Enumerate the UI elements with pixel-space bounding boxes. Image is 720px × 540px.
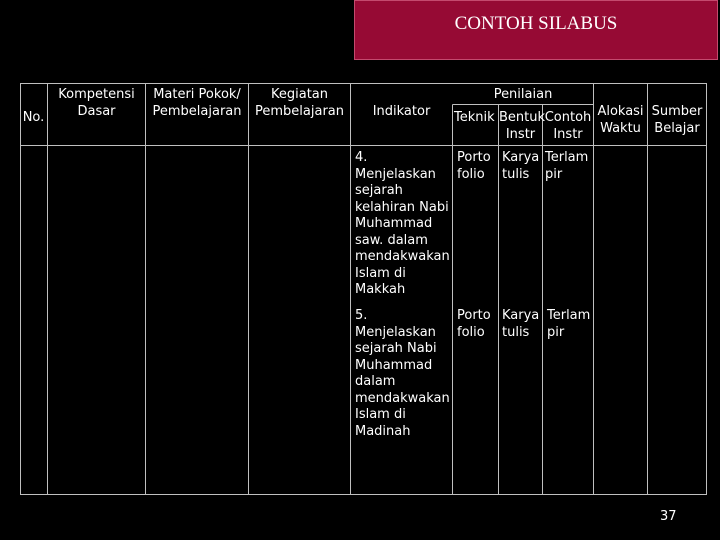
header-teknik: Teknik [454,110,495,125]
header-alokasi-waktu: Alokasi Waktu [597,104,644,136]
header-materi-pokok: Materi Pokok/ Pembelajaran [152,87,242,119]
slide-title: CONTOH SILABUS [454,13,618,34]
indikator-row-2: 5. Menjelaskan sejarah Nabi Muhammad dalam mendakwakan Islam di Madinah [355,308,450,439]
header-bentuk-instr: Bentuk Instr [499,110,546,142]
header-penilaian: Penilaian [493,87,553,102]
bentuk-row-1: Karya tulis [502,150,540,182]
header-sumber-belajar: Sumber Belajar [651,104,703,136]
header-indikator: Indikator [372,104,431,119]
teknik-row-2: Porto folio [457,308,491,340]
header-kegiatan: Kegiatan Pembelajaran [255,87,344,119]
header-kompetensi-dasar: Kompetensi Dasar [58,87,135,119]
header-contoh-instr: Contoh Instr [544,110,592,142]
header-no: No. [22,110,45,125]
page-number: 37 [660,509,677,524]
contoh-row-2: Terlam pir [547,308,591,340]
contoh-row-1: Terlam pir [545,150,589,182]
indikator-row-1: 4. Menjelaskan sejarah kelahiran Nabi Muhammad saw. dalam mendakwakan Islam di Makkah [355,150,450,297]
bentuk-row-2: Karya tulis [502,308,540,340]
teknik-row-1: Porto folio [457,150,491,182]
